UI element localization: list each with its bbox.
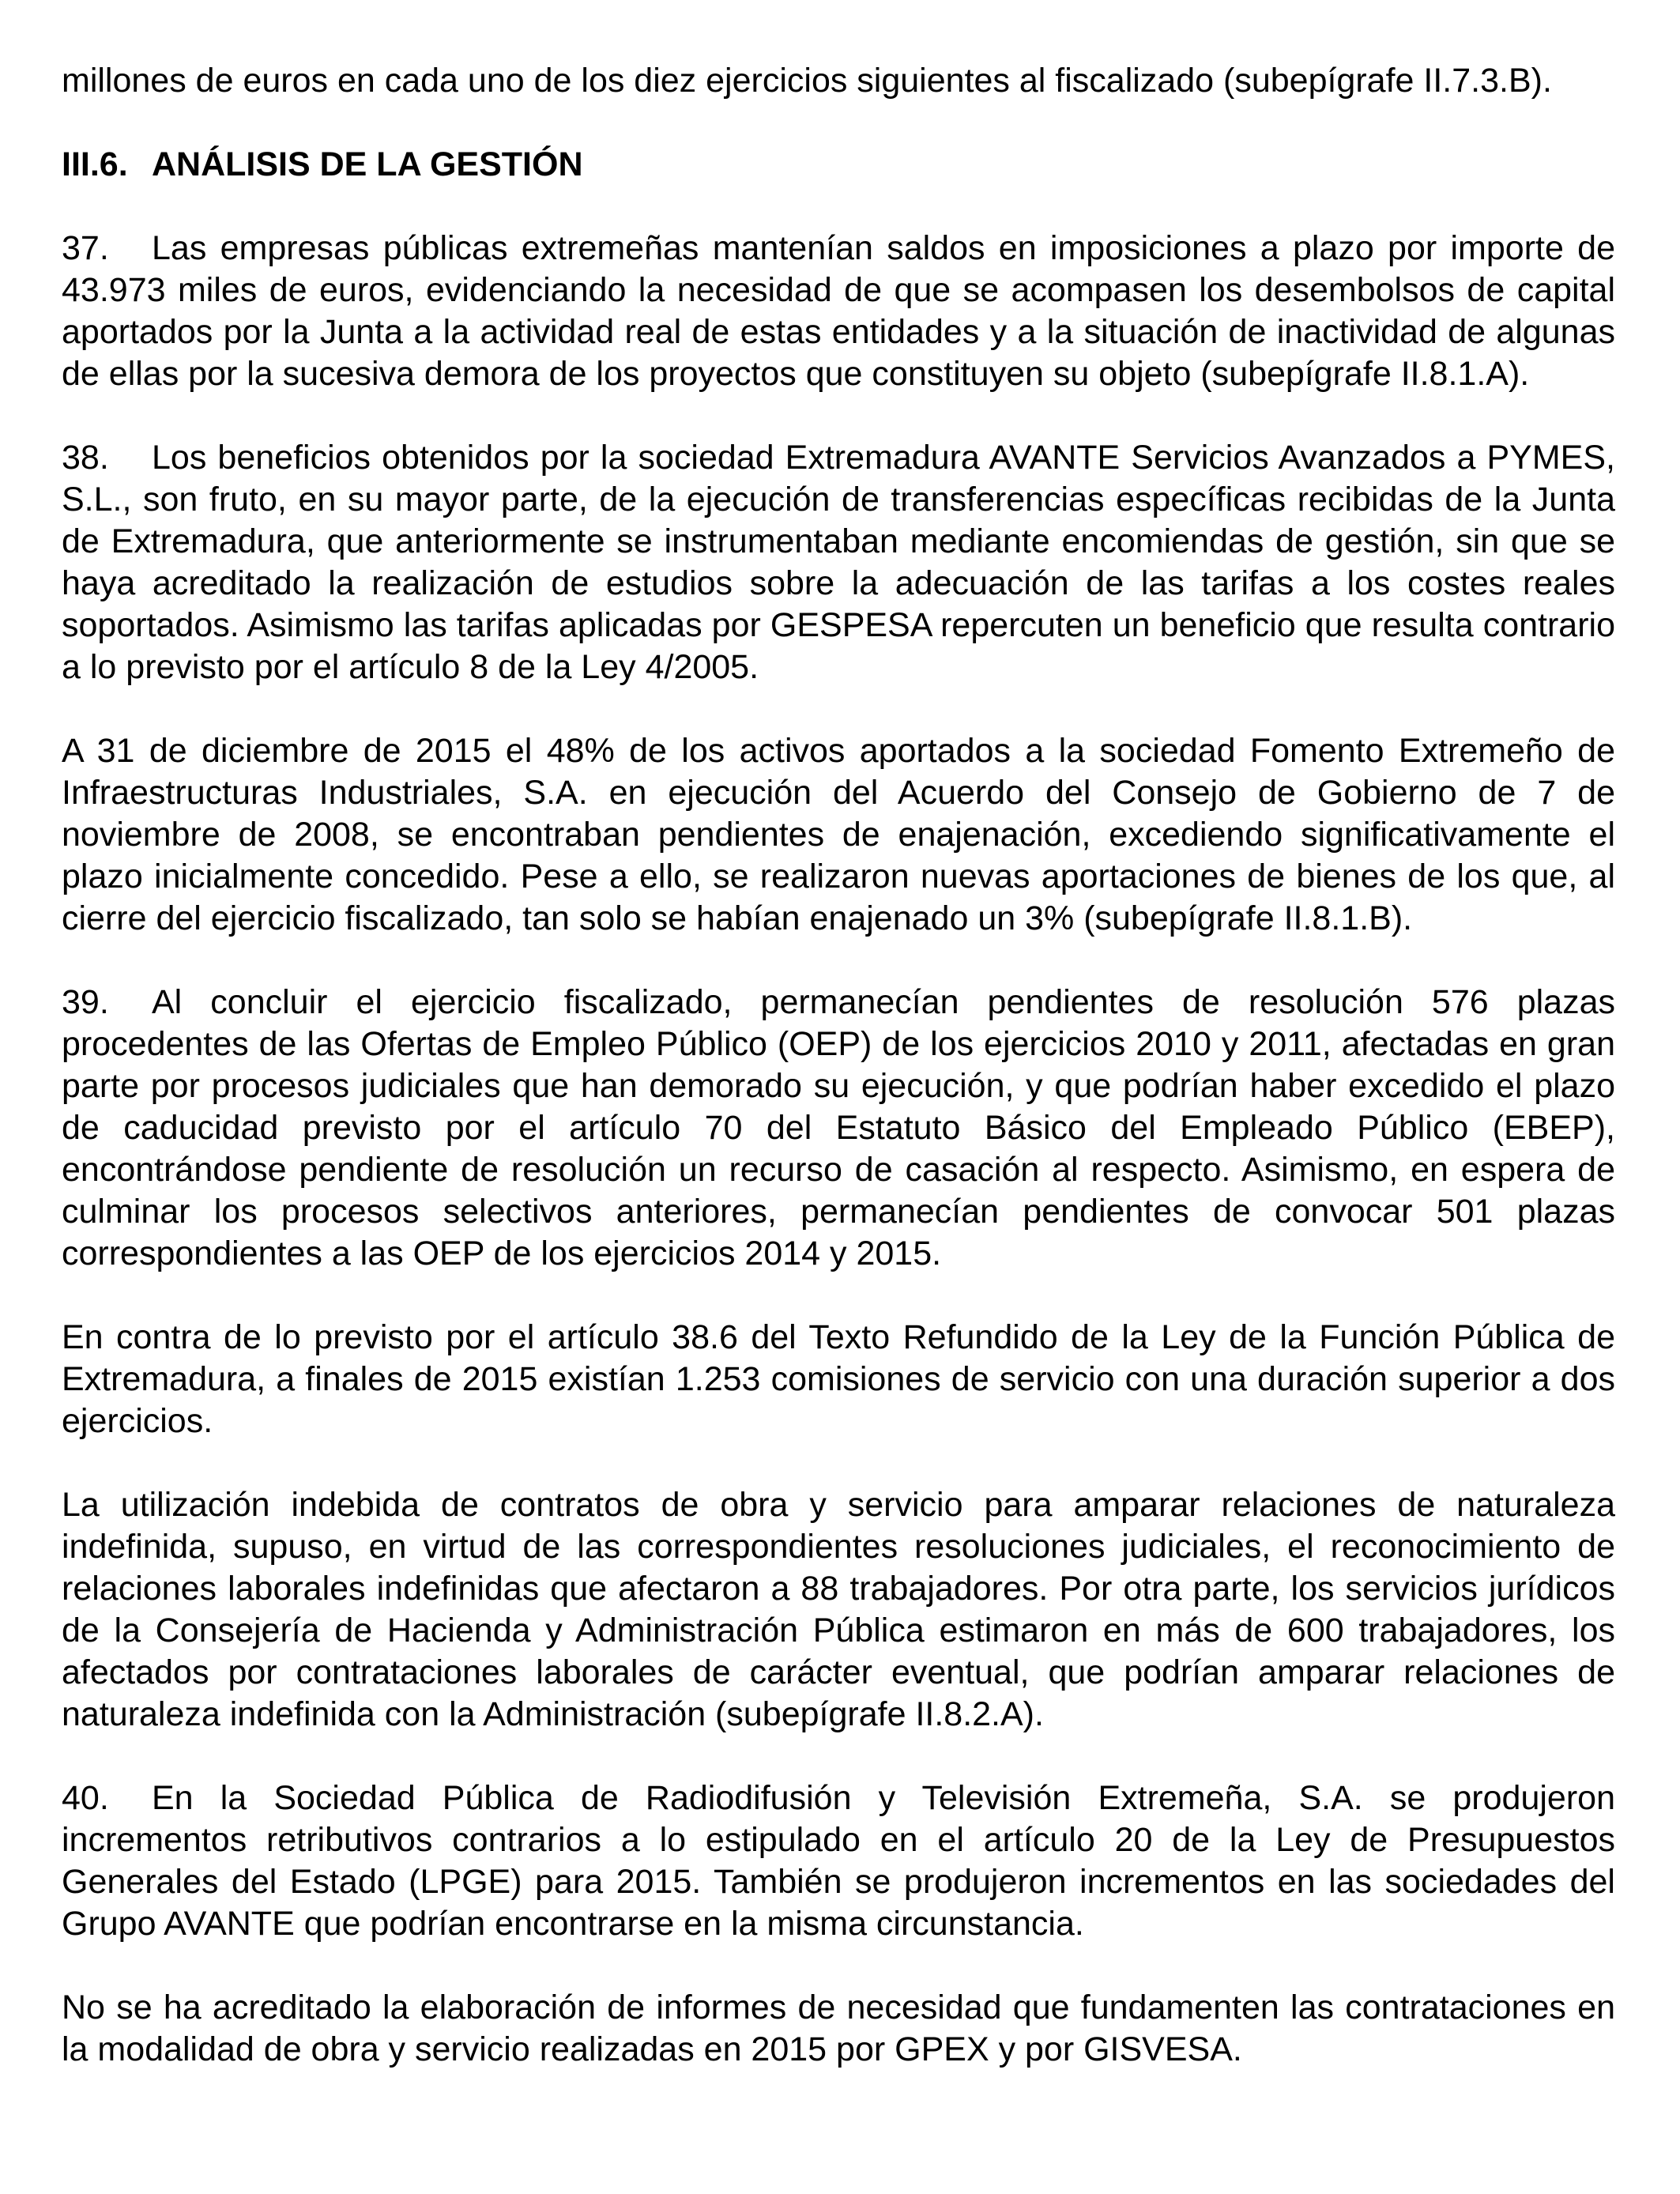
section-number: III.6. — [62, 145, 128, 183]
paragraph-38-continued: A 31 de diciembre de 2015 el 48% de los activos aportados a la sociedad Fomento Extremeño de Infraestructuras Industriales, S.A. en ejecución del Acuerdo del Consejo de Gobierno de 7 de noviembre de 2008, se encontraban pendientes de enajenación, excediendo significativamente el plazo inicialmente concedido. Pese a ello, se realizaron nuevas aportaciones de bienes de los que, al cierre del ejercicio fiscalizado, tan solo se habían enajenado un 3% (subepígrafe II.8.1.B). — [62, 732, 1615, 937]
paragraph-38 — [62, 437, 1615, 688]
paragraph-39-continued-2: La utilización indebida de contratos de obra y servicio para amparar relaciones de naturaleza indefinida, supuso, en virtud de las correspondientes resoluciones judiciales, el reconocimiento de relaciones laborales indefinidas que afectaron a 88 trabajadores. Por otra parte, los servicios jurídicos de la Consejería de Hacienda y Administración Pública estimaron en más de 600 trabajadores, los afectados por contrataciones laborales de carácter eventual, que podrían amparar relaciones de naturaleza indefinida con la Administración (subepígrafe II.8.2.A). — [62, 1486, 1615, 1733]
paragraph-40-continued: No se ha acreditado la elaboración de informes de necesidad que fundamenten las contrataciones en la modalidad de obra y servicio realizadas en 2015 por GPEX y por GISVESA. — [62, 1989, 1615, 2068]
paragraph-text: Las empresas públicas extremeñas mantenían saldos en imposiciones a plazo por importe de 43.973 miles de euros, evidenciando la necesidad de que se acompasen los desembolsos de capital aportados por la Junta a la actividad real de estas entidades y a la situación de inactividad de algunas de ellas por la sucesiva demora de los proyectos que constituyen su objeto (subepígrafe II.8.1.A). — [62, 229, 1615, 393]
paragraph-39 — [62, 982, 1615, 1275]
paragraph-number: 40. — [62, 1779, 109, 1817]
paragraph-text: En la Sociedad Pública de Radiodifusión y Televisión Extremeña, S.A. se produjeron incrementos retributivos contrarios a lo estipulado en el artículo 20 de la Ley de Presupuestos Generales del Estado (LPGE) para 2015. También se produjeron incrementos en las sociedades del Grupo AVANTE que podrían encontrarse en la misma circunstancia. — [62, 1779, 1615, 1943]
paragraph-number: 38. — [62, 439, 109, 477]
section-heading — [62, 144, 1615, 186]
paragraph-text: Al concluir el ejercicio fiscalizado, permanecían pendientes de resolución 576 plazas procedentes de las Ofertas de Empleo Público (OEP) de los ejercicios 2010 y 2011, afectadas en gran parte por procesos judiciales que han demorado su ejecución, y que podrían haber excedido el plazo de caducidad previsto por el artículo 70 del Estatuto Básico del Empleado Público (EBEP), encontrándose pendiente de resolución un recurso de casación al respecto. Asimismo, en espera de culminar los procesos selectivos anteriores, permanecían pendientes de convocar 501 plazas correspondientes a las OEP de los ejercicios 2014 y 2015. — [62, 983, 1615, 1272]
paragraph-number: 37. — [62, 229, 109, 267]
paragraph-number: 39. — [62, 983, 109, 1021]
paragraph-text: Los beneficios obtenidos por la sociedad Extremadura AVANTE Servicios Avanzados a PYMES, S.L., son fruto, en su mayor parte, de la ejecución de transferencias específicas recibidas de la Junta de Extremadura, que anteriormente se instrumentaban mediante encomiendas de gestión, sin que se haya acreditado la realización de estudios sobre la adecuación de las tarifas a los costes reales soportados. Asimismo las tarifas aplicadas por GESPESA repercuten un beneficio que resulta contrario a lo previsto por el artículo 8 de la Ley 4/2005. — [62, 439, 1615, 686]
section-title: ANÁLISIS DE LA GESTIÓN — [152, 145, 583, 183]
paragraph-40 — [62, 1777, 1615, 1945]
document-page — [62, 60, 1615, 2113]
paragraph-37 — [62, 228, 1615, 395]
paragraph-continuation: millones de euros en cada uno de los diez ejercicios siguientes al fiscalizado (subepígrafe II.7.3.B). — [62, 62, 1552, 100]
paragraph-39-continued-1: En contra de lo previsto por el artículo 38.6 del Texto Refundido de la Ley de la Función Pública de Extremadura, a finales de 2015 existían 1.253 comisiones de servicio con una duración superior a dos ejercicios. — [62, 1318, 1615, 1440]
